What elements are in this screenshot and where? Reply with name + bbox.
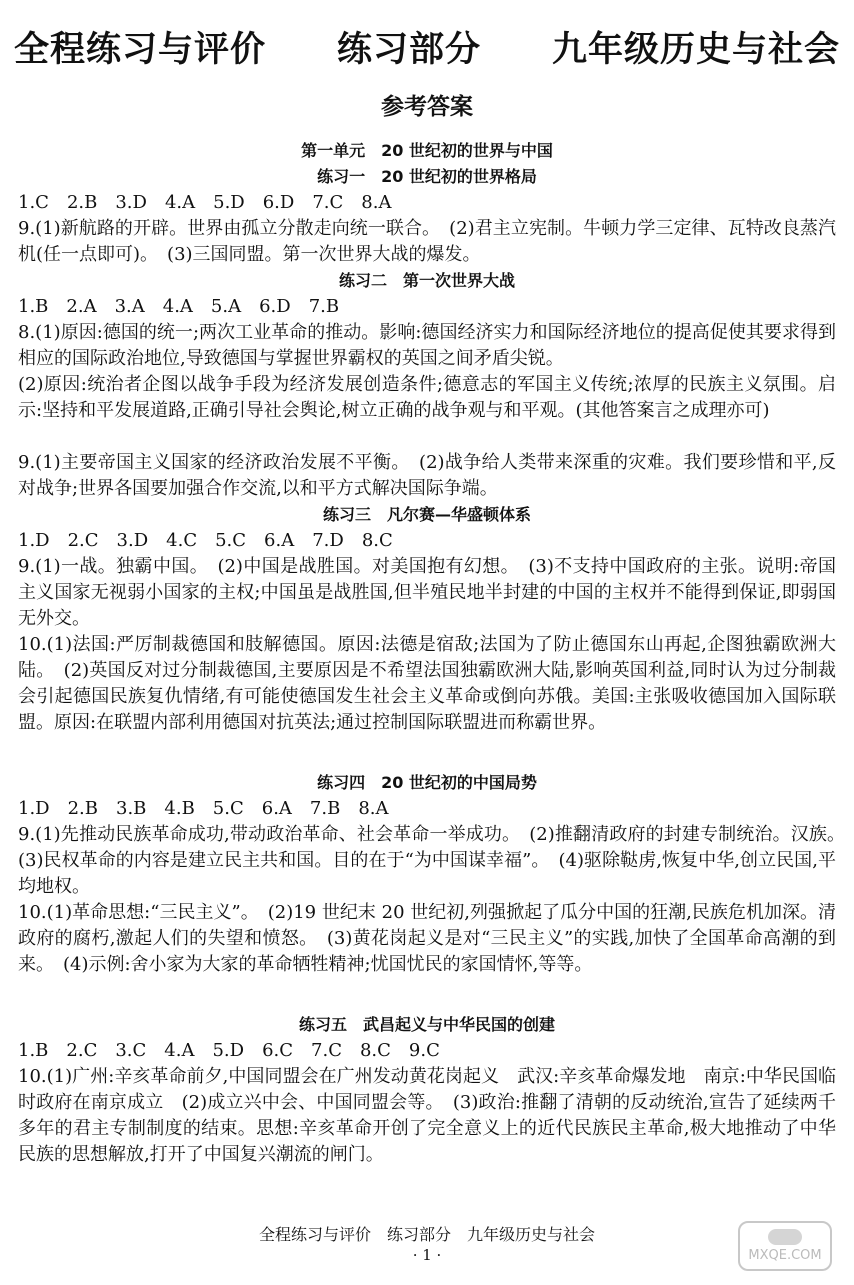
- answer-line: 10.(1)法国:严厉制裁德国和肢解德国。原因:法德是宿敌;法国为了防止德国东山再起,企图独霸欧洲大陆。 (2)英国反对过分制裁德国,主要原因是不希望法国独霸欧洲大陆,影响英国利益,同时认为过分制裁会引起德国民族复仇情绪,有可能使德国发生社会主义革命或倒向苏俄。美国:主张吸收德国加入国际联盟。原因:在联盟内部利用德国对抗英法;通过控制国际联盟进而称霸世界。: [18, 634, 836, 733]
- answer-line: 9.(1)一战。独霸中国。 (2)中国是战胜国。对美国抱有幻想。 (3)不支持中国政府的主张。说明:帝国主义国家无视弱小国家的主权;中国虽是战胜国,但半殖民地半封建的中国的主权并不能得到保证,即弱国无外交。: [18, 556, 836, 629]
- answer-line: 1.C 2.B 3.D 4.A 5.D 6.D 7.C 8.A: [18, 192, 392, 213]
- watermark-logo: [738, 1221, 832, 1271]
- answer-line: 10.(1)革命思想:“三民主义”。 (2)19 世纪末 20 世纪初,列强掀起了瓜分中国的狂潮,民族危机加深。清政府的腐朽,激起人们的失望和愤怒。 (3)黄花岗起义是对“三民主义”的实践,加快了全国革命高潮的到来。 (4)示例:舍小家为大家的革命牺牲精神;忧国忧民的家国情怀,等等。: [18, 902, 836, 975]
- answer-line: (2)原因:统治者企图以战争手段为经济发展创造条件;德意志的军国主义传统;浓厚的民族主义氛围。启示:坚持和平发展道路,正确引导社会舆论,树立正确的战争观与和平观。(其他答案言之成理亦可): [18, 374, 836, 421]
- answer-line: 8.(1)原因:德国的统一;两次工业革命的推动。影响:德国经济实力和国际经济地位的提高促使其要求得到相应的国际政治地位,导致德国与掌握世界霸权的英国之间矛盾尖锐。: [18, 322, 836, 369]
- answer-line: 10.(1)广州:辛亥革命前夕,中国同盟会在广州发动黄花岗起义 武汉:辛亥革命爆发地 南京:中华民国临时政府在南京成立 (2)成立兴中会、中国同盟会等。 (3)政治:推翻了清朝的反动统治,宣告了延续两千多年的君主专制制度的结束。思想:辛亥革命开创了完全意义上的近代民族民主革命,极大地推动了中华民族的思想解放,打开了中国复兴潮流的闸门。: [18, 1066, 836, 1165]
- page-header: [14, 22, 840, 72]
- page-footer: 全程练习与评价 练习部分 九年级历史与社会: [258, 1225, 595, 1244]
- answers-title: 参考答案: [381, 94, 473, 120]
- answer-line: 1.B 2.A 3.A 4.A 5.A 6.D 7.B: [18, 296, 340, 317]
- section-title: 练习一 20 世纪初的世界格局: [317, 167, 537, 186]
- page-number: · 1 ·: [412, 1246, 442, 1264]
- answer-content: [18, 138, 854, 1168]
- answer-line: 1.B 2.C 3.C 4.A 5.D 6.C 7.C 8.C 9.C: [18, 1040, 440, 1061]
- watermark-icon: [768, 1229, 802, 1245]
- unit-title: 第一单元 20 世纪初的世界与中国: [301, 141, 553, 160]
- header-part: 练习部分: [336, 30, 481, 70]
- header-book-title: 全程练习与评价: [14, 30, 267, 70]
- answer-line: 1.D 2.B 3.B 4.B 5.C 6.A 7.B 8.A: [18, 798, 389, 819]
- watermark-text: MXQE.COM: [748, 1248, 822, 1263]
- section-title: 练习四 20 世纪初的中国局势: [317, 773, 537, 792]
- answer-line: 1.D 2.C 3.D 4.C 5.C 6.A 7.D 8.C: [18, 530, 393, 551]
- header-subject: 九年级历史与社会: [551, 30, 840, 70]
- answer-line: 9.(1)先推动民族革命成功,带动政治革命、社会革命一举成功。 (2)推翻清政府的封建专制统治。汉族。 (3)民权革命的内容是建立民主共和国。目的在于“为中国谋幸福”。 (4)驱除鞑虏,恢复中华,创立民国,平均地权。: [18, 824, 854, 897]
- answer-line: 9.(1)主要帝国主义国家的经济政治发展不平衡。 (2)战争给人类带来深重的灾难。我们要珍惜和平,反对战争;世界各国要加强合作交流,以和平方式解决国际争端。: [18, 452, 836, 499]
- section-title: 练习三 凡尔赛—华盛顿体系: [322, 505, 531, 524]
- section-title: 练习五 武昌起义与中华民国的创建: [298, 1015, 555, 1034]
- answer-line: 9.(1)新航路的开辟。世界由孤立分散走向统一联合。 (2)君主立宪制。牛顿力学三定律、瓦特改良蒸汽机(任一点即可)。 (3)三国同盟。第一次世界大战的爆发。: [18, 218, 836, 265]
- section-title: 练习二 第一次世界大战: [338, 271, 515, 290]
